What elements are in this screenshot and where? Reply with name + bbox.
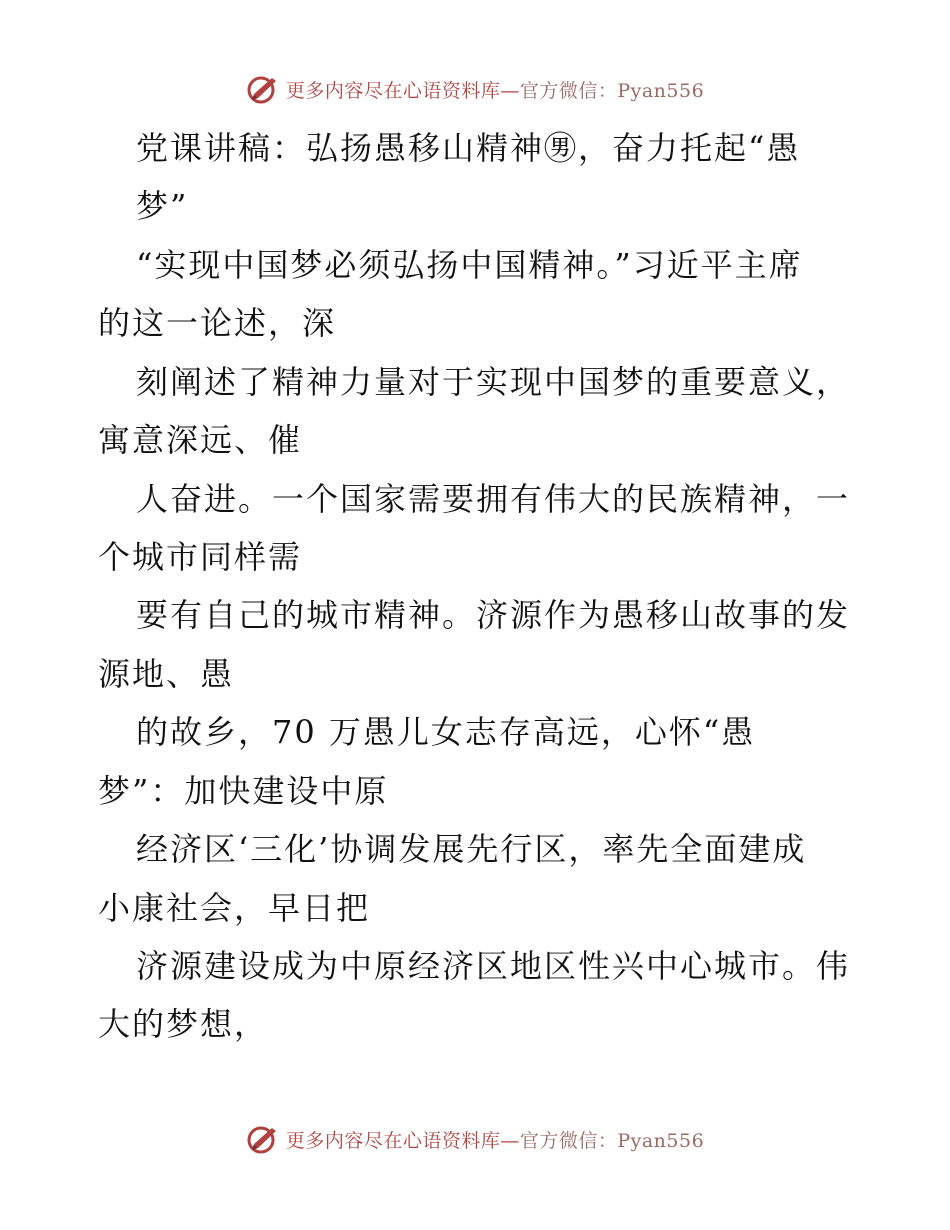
text-line: 梦”：加快建设中原 (98, 772, 389, 810)
text-line: “实现中国梦必须弘扬中国精神。”习近平主席 (136, 246, 803, 284)
text-line: 个城市同样需 (98, 538, 303, 576)
banner-sub-text: 官方微信：Pyan556 (519, 79, 705, 102)
banner-dash: — (500, 79, 520, 102)
text-line: 梦” (136, 187, 189, 225)
text-line: 源地、愚 (98, 655, 235, 693)
text-line: 的故乡，70 万愚儿女志存高远，心怀“愚 (136, 713, 756, 751)
text-line: 经济区‘三化’协调发展先行区，率先全面建成 (136, 830, 807, 868)
banner-text (286, 1126, 704, 1153)
pen-logo-icon (246, 72, 280, 106)
banner-main-text: 更多内容尽在心语资料库 (285, 79, 501, 102)
text-line: 刻阐述了精神力量对于实现中国梦的重要意义， (136, 363, 851, 401)
text-line: 的这一论述，深 (98, 304, 337, 342)
text-line: 小康社会，早日把 (98, 889, 371, 927)
text-line: 寓意深远、催 (98, 421, 303, 459)
text-line: 党课讲稿：弘扬愚移山精神㊚，奋力托起“愚 (136, 129, 801, 167)
text-line: 济源建设成为中原经济区地区性兴中心城市。伟 (136, 947, 851, 985)
banner-sub-text: 官方微信：Pyan556 (519, 1129, 705, 1152)
banner-dash: — (500, 1129, 520, 1152)
banner-main-text: 更多内容尽在心语资料库 (285, 1129, 501, 1152)
banner-text (286, 76, 704, 103)
text-line: 大的梦想， (98, 1005, 269, 1043)
text-line: 要有自己的城市精神。济源作为愚移山故事的发 (136, 596, 851, 634)
text-line: 人奋进。一个国家需要拥有伟大的民族精神，一 (136, 480, 851, 518)
header-banner (0, 72, 950, 106)
footer-banner (0, 1122, 950, 1156)
pen-logo-icon (246, 1122, 280, 1156)
